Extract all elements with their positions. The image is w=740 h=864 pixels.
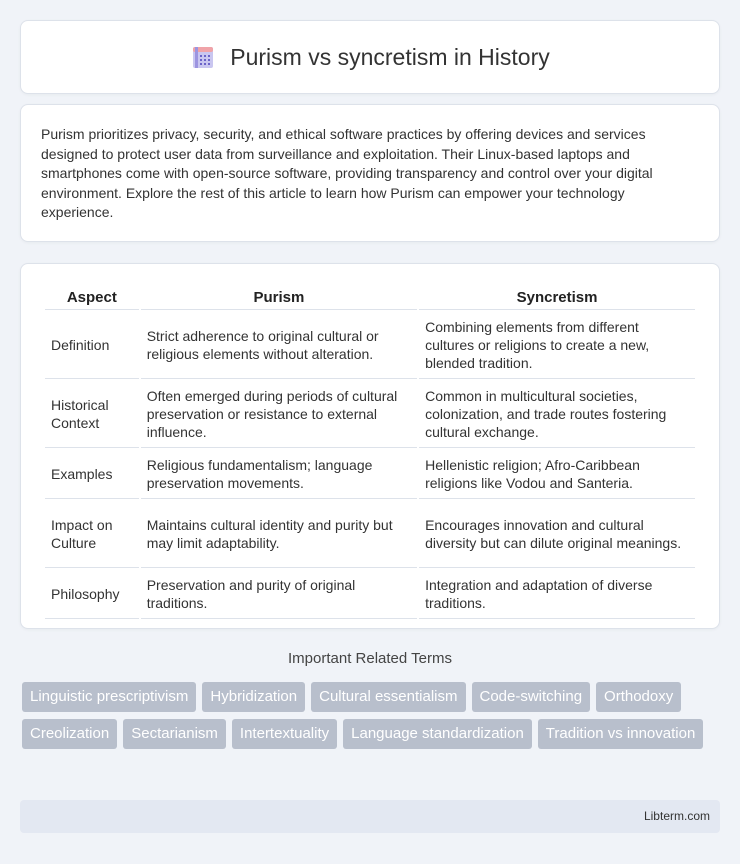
column-header-syncretism: Syncretism	[419, 286, 695, 310]
footer	[20, 800, 720, 833]
footer-brand[interactable]: Libterm.com	[643, 809, 710, 823]
column-header-purism: Purism	[141, 286, 417, 310]
row-aspect: Definition	[45, 312, 139, 379]
row-aspect: Impact on Culture	[45, 501, 139, 568]
related-term-tag[interactable]: Creolization	[22, 719, 117, 749]
table-row	[45, 570, 695, 619]
purism-cell: Religious fundamentalism; language preservation movements.	[141, 450, 417, 499]
related-term-tag[interactable]: Intertextuality	[232, 719, 337, 749]
purism-cell: Strict adherence to original cultural or religious elements without alteration.	[141, 312, 417, 379]
table-row	[45, 501, 695, 568]
related-term-tag[interactable]: Code-switching	[472, 682, 591, 712]
page-title: Purism vs syncretism in History	[230, 43, 550, 70]
related-term-tag[interactable]: Cultural essentialism	[311, 682, 465, 712]
syncretism-cell: Common in multicultural societies, colonization, and trade routes fostering cultural exchange.	[419, 381, 695, 448]
row-aspect: Philosophy	[45, 570, 139, 619]
book-icon	[190, 44, 216, 70]
intro-text: Purism prioritizes privacy, security, and ethical software practices by offering devices and services designed to protect user data from surveillance and exploitation. Their Linux-based laptops and smartphones come with open-source software, providing transparency and control over your digital environment. Explore the rest of this article to learn how Purism can empower your technology experience.	[41, 126, 653, 220]
purism-cell: Preservation and purity of original traditions.	[141, 570, 417, 619]
purism-cell: Often emerged during periods of cultural preservation or resistance to external influence.	[141, 381, 417, 448]
related-term-tag[interactable]: Linguistic prescriptivism	[22, 682, 196, 712]
related-term-tag[interactable]: Orthodoxy	[596, 682, 681, 712]
column-header-aspect: Aspect	[45, 286, 139, 310]
table-row	[45, 312, 695, 379]
comparison-table	[43, 284, 697, 621]
comparison-card	[20, 263, 720, 629]
related-term-tag[interactable]: Language standardization	[343, 719, 532, 749]
syncretism-cell: Combining elements from different cultures or religions to create a new, blended tradition.	[419, 312, 695, 379]
row-aspect: Examples	[45, 450, 139, 499]
table-row	[45, 381, 695, 448]
row-aspect: Historical Context	[45, 381, 139, 448]
page-header	[20, 20, 720, 94]
related-terms-title: Important Related Terms	[288, 650, 452, 667]
related-term-tag[interactable]: Sectarianism	[123, 719, 226, 749]
related-term-tag[interactable]: Hybridization	[202, 682, 305, 712]
intro-card	[20, 104, 720, 242]
table-header-row	[45, 286, 695, 310]
syncretism-cell: Integration and adaptation of diverse traditions.	[419, 570, 695, 619]
table-row	[45, 450, 695, 499]
related-terms-list	[22, 682, 722, 749]
related-term-tag[interactable]: Tradition vs innovation	[538, 719, 704, 749]
syncretism-cell: Encourages innovation and cultural diversity but can dilute original meanings.	[419, 501, 695, 568]
syncretism-cell: Hellenistic religion; Afro-Caribbean religions like Vodou and Santeria.	[419, 450, 695, 499]
purism-cell: Maintains cultural identity and purity but may limit adaptability.	[141, 501, 417, 568]
